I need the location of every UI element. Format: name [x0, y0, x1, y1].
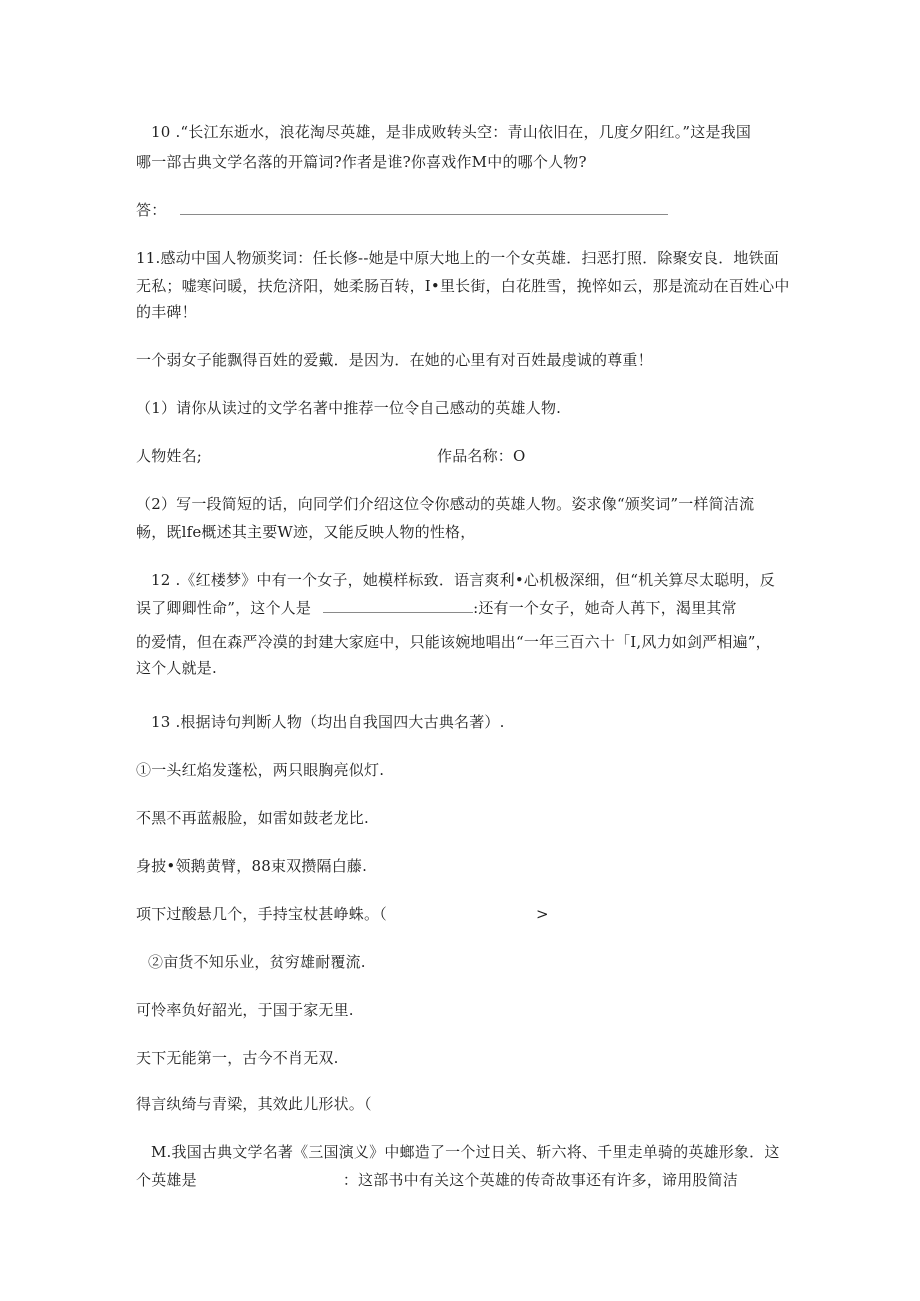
q11-sub-1: （1）请你从读过的文学名著中推荐一位令自己感动的英雄人物. — [136, 399, 562, 417]
q12-line-1: 12 .《红楼梦》中有一个女子，她模样标致．语言爽利•心机极深细，但“机关算尽太聪明，反 — [151, 571, 775, 589]
q13-poem-1-line-4: 项下过酸悬几个，手持宝杖甚峥蛛。（ — [136, 905, 387, 923]
q13-poem-2-line-3: 天下无能第一，古今不肖无双. — [136, 1049, 339, 1067]
q10-answer-row — [136, 200, 668, 220]
q11-line-4: 一个弱女子能飘得百姓的爱戴．是因为．在她的心里有对百姓最虔诚的尊重！ — [136, 351, 653, 369]
q11-work-label: 作品名称：O — [437, 447, 526, 465]
q13-poem-2-line-2: 可怜率负好韶光，于国于家无里. — [136, 1001, 354, 1019]
q13-poem-2-line-4: 得言纨绮与青梁，其效此儿形状。（ — [136, 1095, 372, 1113]
q10-answer-label: 答： — [136, 201, 167, 219]
q12-line-2 — [136, 598, 737, 618]
q11-line-2: 无私；嘘寒问暖，扶危济阳，她柔肠百转，I•里长街，白花胜雪，挽悴如云，那是流动在百姓心中 — [136, 277, 790, 295]
q10-line-1: 10 .“长江东逝水，浪花淘尽英雄，是非成败转头空：青山依旧在，几度夕阳红。”这是我国 — [151, 123, 752, 141]
q13-poem-1-line-3: 身披•领鹅黄臂，88束双攒隔白藤. — [136, 857, 368, 875]
q10-line-2: 哪一部古典文学名落的开篇词?作者是谁?你喜戏作M中的哪个人物? — [136, 153, 587, 171]
q11-sub-2-line-1: （2）写一段简短的话，向同学们介绍这位令你感动的英雄人物。姿求像“颁奖词”一样简洁流 — [136, 495, 755, 513]
q11-sub-2-line-2: 畅，既lfe概述其主要W迹，又能反映人物的性格， — [136, 523, 476, 541]
q13-poem-1-close-bracket: > — [536, 905, 549, 923]
q12-line-2-end: :还有一个女子，她奇人苒下，渴里其常 — [473, 599, 737, 617]
q13-poem-1-line-1: ①一头红焰发蓬松，两只眼胸亮似灯. — [136, 761, 385, 779]
q14-line-2-start: 个英雄是 — [136, 1171, 197, 1189]
q14-line-2-end: ：这部书中有关这个英雄的传奇故事还有许多，谛用股简洁 — [342, 1171, 739, 1189]
q12-line-4: 这个人就是. — [136, 659, 217, 677]
q14-line-1: M.我国古典文学名著《三国演义》中螂造了一个过日关、斩六将、千里走单骑的英雄形象．这 — [151, 1143, 780, 1161]
q11-name-label: 人物姓名; — [136, 447, 203, 465]
q13-poem-1-line-2: 不黑不再蓝赧脸，如雷如鼓老龙比. — [136, 809, 369, 827]
q12-answer-blank-1[interactable] — [323, 598, 473, 613]
q13-title: 13 .根据诗句判断人物（均出自我国四大古典名著）. — [151, 713, 505, 731]
q11-line-1: 11.感动中国人物颁奖词：任长修--她是中原大地上的一个女英雄．扫恶打照．除聚安良．地铁面 — [136, 249, 779, 267]
q14-line-2 — [136, 1170, 738, 1190]
q11-line-3: 的丰碑！ — [136, 303, 197, 321]
q12-line-3: 的爱情，但在森严冷漠的封建大家庭中，只能该婉地唱出“一年三百六十「I,风力如剑严相遍”， — [136, 633, 771, 651]
q12-line-2-start: 误了卿卿性命”，这个人是 — [136, 599, 312, 617]
q13-poem-2-line-1: ②亩货不知乐业，贫穷雄耐覆流. — [148, 953, 366, 971]
q10-answer-blank[interactable] — [180, 200, 668, 215]
